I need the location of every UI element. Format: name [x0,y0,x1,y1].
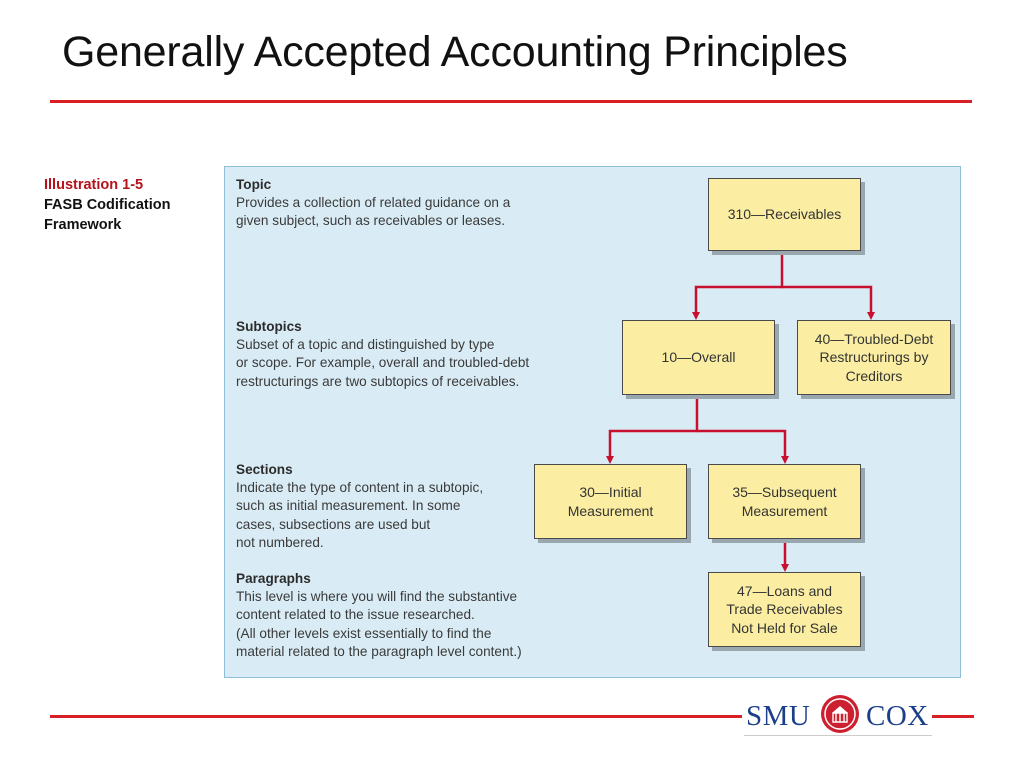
level-description: Provides a collection of related guidance on a given subject, such as receivables or leases. [236,195,511,229]
logo-smu-text: SMU [746,700,811,732]
caption-number: Illustration 1-5 [44,177,144,193]
level-heading: Paragraphs [236,571,311,586]
logo-cox-text: COX [866,700,929,732]
level-description: Subset of a topic and distinguished by type or scope. For example, overall and troubled-debt restructurings are two subtopics of receivables. [236,337,530,389]
logo-seal-icon [821,695,859,733]
level-heading: Sections [236,462,293,477]
connector-overall-to-sections [610,395,697,460]
node-paragraph-loans: 47—Loans and Trade Receivables Not Held for Sale [708,572,861,647]
caption-title: FASB Codification Framework [44,197,171,233]
level-heading: Topic [236,177,272,192]
connector-overall-to-section-subsequent [697,431,785,460]
smu-cox-logo [744,690,932,736]
node-section-initial: 30—Initial Measurement [534,464,687,539]
connector-topic-to-subtopic-troubled [782,287,871,316]
slide-title: Generally Accepted Accounting Principles [62,28,848,76]
node-section-subsequent: 35—Subsequent Measurement [708,464,861,539]
level-description: This level is where you will find the substantive content related to the issue researched. (All other levels exist essentially to find the material related to the paragraph level content.) [236,589,522,659]
node-subtopic-overall: 10—Overall [622,320,775,395]
level-description: Indicate the type of content in a subtopic, such as initial measurement. In some cases, subsections are used but not numbered. [236,480,484,550]
connector-topic-to-subtopics [696,251,782,316]
level-heading: Subtopics [236,319,302,334]
node-topic-receivables: 310—Receivables [708,178,861,251]
footer-divider-right [932,715,974,718]
node-subtopic-troubled-debt: 40—Troubled-Debt Restructurings by Creditors [797,320,951,395]
footer-divider-left [50,715,742,718]
